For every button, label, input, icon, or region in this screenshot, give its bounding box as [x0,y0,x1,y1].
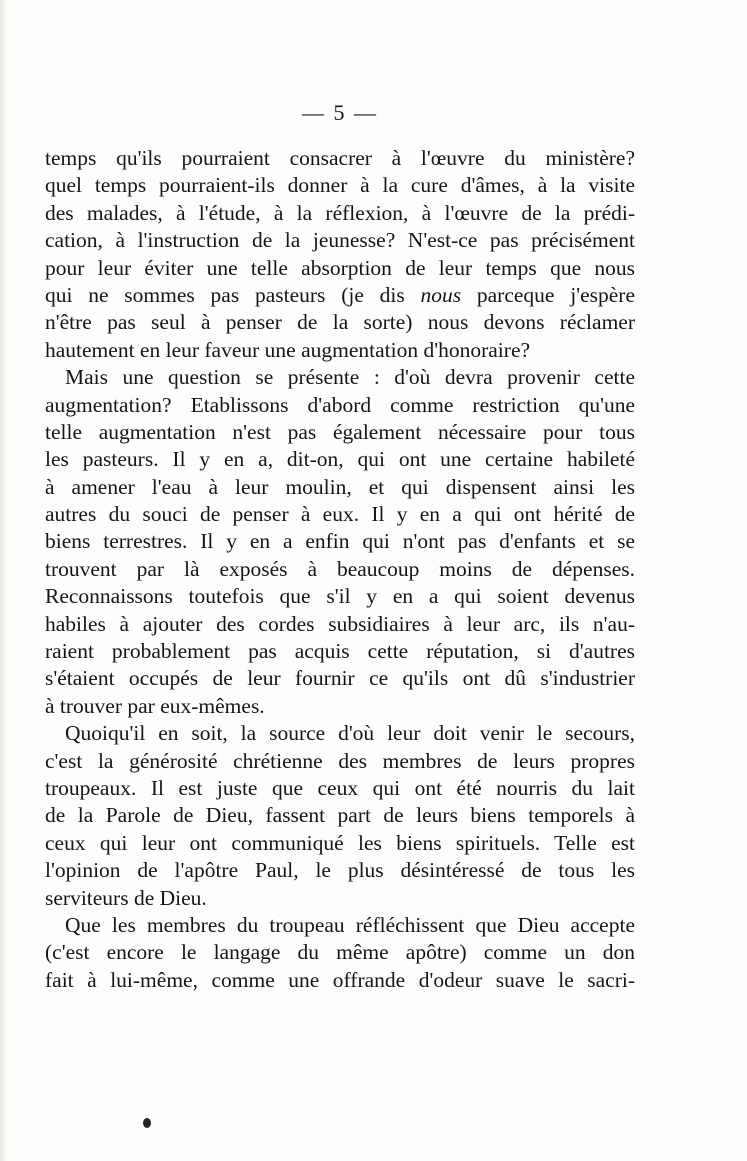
text-line: l'opinion de l'apôtre Paul, le plus désintéressé de tous les [45,858,635,883]
text-line: des malades, à l'étude, à la réflexion, à l'œuvre de la prédi- [45,200,635,225]
text-line: autres du souci de penser à eux. Il y en a qui ont hérité de [45,502,635,527]
italic-word: nous [420,282,462,307]
text-line: telle augmentation n'est pas également nécessaire pour tous [45,419,635,444]
text-line: n'être pas seul à penser de la sorte) nous devons réclamer [45,310,635,335]
page-number: — 5 — [302,100,378,125]
text-line: habiles à ajouter des cordes subsidiaires à leur arc, ils n'au- [45,611,635,636]
text-segment: qui ne sommes pas pasteurs (je dis [45,282,421,307]
paragraph-first-line: Que les membres du troupeau réfléchissent que Dieu accepte [65,912,635,937]
text-line-with-italic [45,282,635,309]
page-edge-shadow [0,0,8,1161]
paragraph-first-line: Quoiqu'il en soit, la source d'où leur doit venir le secours, [65,721,635,746]
text-line: cation, à l'instruction de la jeunesse? N'est-ce pas précisément [45,228,635,253]
ink-speck [143,1118,151,1128]
body-text [45,145,635,994]
text-line: quel temps pourraient-ils donner à la cure d'âmes, à la visite [45,173,635,198]
text-line: hautement en leur faveur une augmentation d'honoraire? [45,337,531,362]
text-line: fait à lui-même, comme une offrande d'odeur suave le sacri- [45,967,635,992]
text-line: ceux qui leur ont communiqué les biens spirituels. Telle est [45,830,635,855]
text-line: biens terrestres. Il y en a enfin qui n'ont pas d'enfants et se [45,529,635,554]
text-line: à amener l'eau à leur moulin, et qui dispensent ainsi les [45,474,635,499]
text-line: c'est la générosité chrétienne des membres de leurs propres [45,748,635,773]
text-line: augmentation? Etablissons d'abord comme restriction qu'une [45,392,635,417]
text-segment: parceque j'espère [461,282,635,307]
paragraph-first-line: Mais une question se présente : d'où devra provenir cette [65,365,635,390]
text-line: Reconnaissons toutefois que s'il y en a qui soient devenus [45,584,635,609]
text-line: les pasteurs. Il y en a, dit-on, qui ont une certaine habileté [45,447,635,472]
text-line: à trouver par eux-mêmes. [45,693,265,718]
text-line: (c'est encore le langage du même apôtre) comme un don [45,940,635,965]
text-line: serviteurs de Dieu. [45,885,207,910]
text-line: troupeaux. Il est juste que ceux qui ont été nourris du lait [45,775,635,800]
text-line: de la Parole de Dieu, fassent part de leurs biens temporels à [45,803,635,828]
text-line: temps qu'ils pourraient consacrer à l'œuvre du ministère? [45,146,635,170]
text-line: trouvent par là exposés à beaucoup moins de dépenses. [45,556,635,581]
text-line: s'étaient occupés de leur fournir ce qu'ils ont dû s'industrier [45,666,635,691]
text-line: pour leur éviter une telle absorption de leur temps que nous [45,255,635,280]
text-line: raient probablement pas acquis cette réputation, si d'autres [45,639,635,664]
